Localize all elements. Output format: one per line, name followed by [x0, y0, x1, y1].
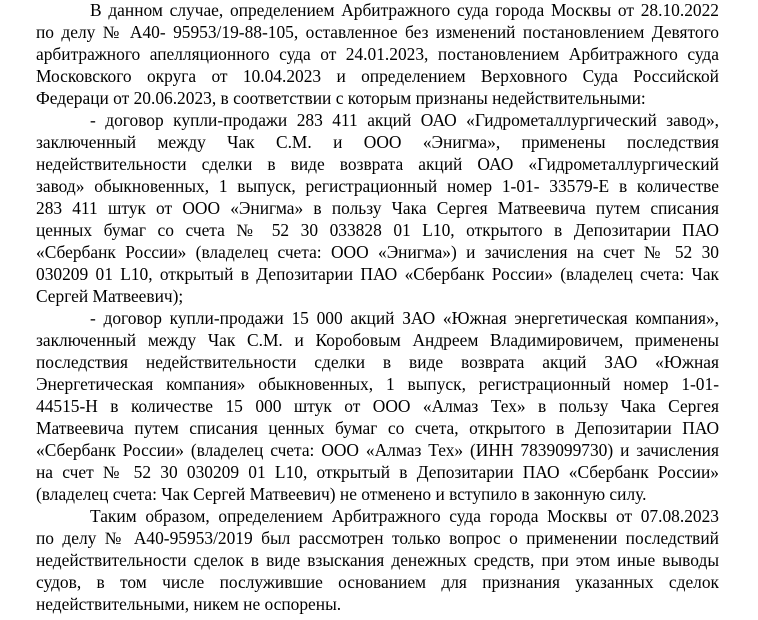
paragraph-line: Таким образом, определением Арбитражного суда города Москвы от 07.08.2023 — [90, 506, 719, 526]
list-item-line: - договор купли-продажи 283 411 акций ОАО «Гидрометаллургический завод», — [90, 110, 719, 130]
list-item-line: последствия недействительности сделки в виде возврата акций ЗАО «Южная — [36, 352, 719, 372]
paragraph-line: Московского округа от 10.04.2023 и определением Верховного Суда Российской — [36, 66, 719, 86]
list-item-line: заключенный между Чак С.М. и ООО «Энигма», применены последствия — [36, 132, 719, 152]
list-item-line: заключенный между Чак С.М. и Коробовым Андреем Владимировичем, применены — [36, 330, 719, 350]
paragraph-line: недействительности сделок в виде взыскания денежных средств, при этом иные выводы — [36, 550, 719, 570]
list-item-line: Матвеевича путем списания ценных бумаг со счета, открытого в Депозитарии ПАО — [36, 418, 719, 438]
list-item-line: Энергетическая компания» обыкновенных, 1 выпуск, регистрационный номер 1-01- — [36, 374, 719, 394]
list-item-line: Сергей Матвеевич); — [36, 286, 184, 306]
list-item-line: ценных бумаг со счета № 52 30 033828 01 L10, открытого в Депозитарии ПАО — [36, 220, 719, 240]
paragraph-line: по делу № А40-95953/2019 был рассмотрен только вопрос о применении последствий — [36, 528, 719, 548]
list-item-line: 030209 01 L10, открытый в Депозитарии ПАО «Сбербанк России» (владелец счета: Чак — [36, 264, 719, 284]
list-item-line: недействительности сделки в виде возврата акций ОАО «Гидрометаллургический — [36, 154, 719, 174]
list-item-line: - договор купли-продажи 15 000 акций ЗАО «Южная энергетическая компания», — [90, 308, 719, 328]
paragraph-line: Федераци от 20.06.2023, в соответствии с которым признаны недействительными: — [36, 88, 646, 108]
paragraph-line: по делу № А40- 95953/19-88-105, оставленное без изменений постановлением Девятого — [36, 22, 719, 42]
paragraph-line: В данном случае, определением Арбитражного суда города Москвы от 28.10.2022 — [90, 0, 719, 20]
list-item-line: «Сбербанк России» (владелец счета: ООО «Энигма») и зачисления на счет № 52 30 — [36, 242, 719, 262]
list-item-line: на счет № 52 30 030209 01 L10, открытый в Депозитарии ПАО «Сбербанк России» — [36, 462, 719, 482]
paragraph-line: судов, в том числе послужившие основанием для признания указанных сделок — [36, 572, 719, 592]
list-item-line: (владелец счета: Чак Сергей Матвеевич) не отменено и вступило в законную силу. — [36, 484, 647, 504]
list-item-line: «Сбербанк России» (владелец счета: ООО «Алмаз Тех» (ИНН 7839099730) и зачисления — [36, 440, 719, 460]
paragraph-line: арбитражного апелляционного суда от 24.01.2023, постановлением Арбитражного суда — [36, 44, 719, 64]
paragraph-line: недействительными, никем не оспорены. — [36, 594, 342, 614]
list-item-line: завод» обыкновенных, 1 выпуск, регистрационный номер 1-01- 33579-Е в количестве — [36, 176, 719, 196]
list-item-line: 283 411 штук от ООО «Энигма» в пользу Чака Сергея Матвеевича путем списания — [36, 198, 719, 218]
list-item-line: 44515-Н в количестве 15 000 штук от ООО «Алмаз Тех» в пользу Чака Сергея — [36, 396, 719, 416]
